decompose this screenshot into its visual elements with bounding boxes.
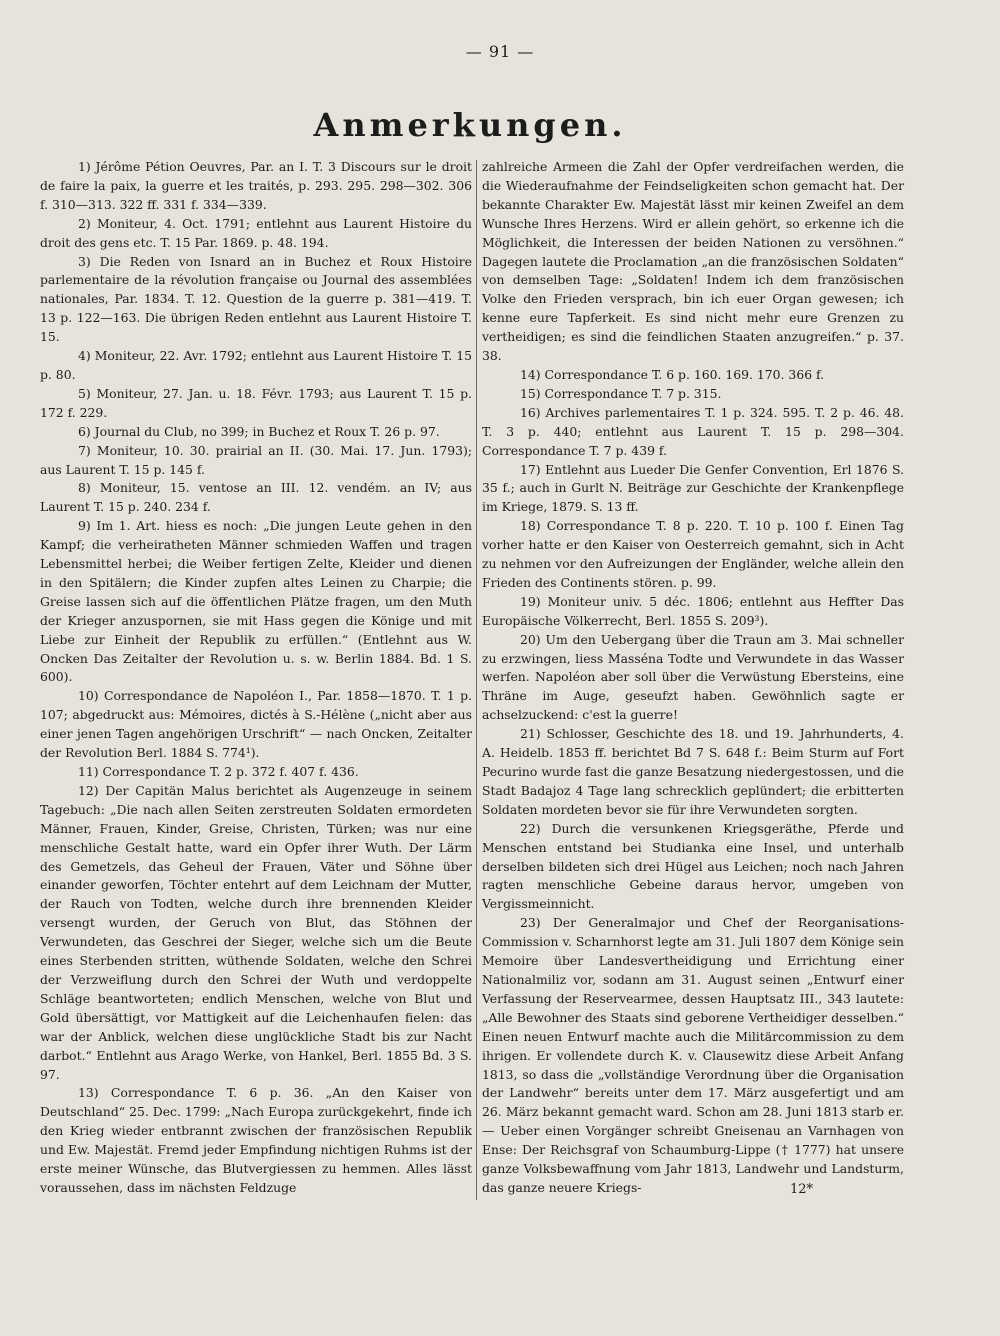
note-4: 4) Moniteur, 22. Avr. 1792; entlehnt aus Laurent Histoire T. 15 p. 80. [40,348,472,382]
page-heading: Anmerkungen. [313,106,627,144]
note-20: 20) Um den Uebergang über die Traun am 3. Mai schneller zu erzwingen, liess Masséna Todte und Verwundete in das Wasser werfen. Napoléon aber soll über die Verwüstung Ebersteins, eine Thräne im Auge, geseufzt haben. Gewöhnlich sagte er achselzuckend: c'est la guerre! [482,631,904,723]
note-22: 22) Durch die versunkenen Kriegsgeräthe, Pferde und Menschen entstand bei Studianka eine Insel, und unterhalb derselben bildeten sich drei Hügel aus Leichen; noch nach Jahren ragten menschliche Gebeine daraus hervor, umgeben von Vergissmeinnicht. [482,820,904,912]
note-15: 15) Correspondance T. 7 p. 315. [520,385,722,401]
right-column [482,158,904,1198]
note-10: 10) Correspondance de Napoléon I., Par. 1858—1870. T. 1 p. 107; abgedruckt aus: Mémoires, dictés à S.-Hélène („nicht aber aus einer jenen Tagen angehörigen Urschrift“ — nach Oncken, Zeitalter der Revolution Berl. 1884 S. 774¹). [40,688,472,761]
note-3: 3) Die Reden von Isnard an in Buchez et Roux Histoire parlementaire de la révolution française ou Journal des assemblées nationales, Par. 1834. T. 12. Question de la guerre p. 381—419. T. 13 p. 122—163. Die übrigen Reden entlehnt aus Laurent Histoire T. 15. [40,253,472,345]
note-16: 16) Archives parlementaires T. 1 p. 324. 595. T. 2 p. 46. 48. T. 3 p. 440; entlehnt aus Laurent T. 15 p. 298—304. Correspondance T. 7 p. 439 f. [482,404,904,458]
note-9: 9) Im 1. Art. hiess es noch: „Die jungen Leute gehen in den Kampf; die verheiratheten Männer schmieden Waffen und tragen Lebensmittel herbei; die Weiber fertigen Zelte, Kleider und dienen in den Spitälern; die Kinder zupfen altes Leinen zu Charpie; die Greise lassen sich auf die öffentlichen Plätze fragen, um den Muth der Krieger anzuspornen, sie mit Hass gegen die Könige und mit Liebe zur Einheit der Republik zu erfüllen.“ (Entlehnt aus W. Oncken Das Zeitalter der Revolution u. s. w. Berlin 1884. Bd. 1 S. 600). [40,518,472,685]
note-1: 1) Jérôme Pétion Oeuvres, Par. an I. T. 3 Discours sur le droit de faire la paix, la guerre et les traités, p. 293. 295. 298—302. 306 f. 310—313. 322 ff. 331 f. 334—339. [40,159,472,212]
note-23: 23) Der Generalmajor und Chef der Reorganisations-Commission v. Scharnhorst legte am 31. Juli 1807 dem Könige sein Memoire über Landesvertheidigung und Errichtung einer Nationalmiliz vor, sodann am 31. August seinen „Entwurf einer Verfassung der Reservearmee, dessen Hauptsatz III., 343 lautete: „Alle Bewohner des Staats sind geborene Vertheidiger desselben.“ Einen neuen Entwurf machte auch die Militärcommission zu dem ihrigen. Er vollendete durch K. v. Clausewitz diese Arbeit Anfang 1813, so dass die „vollständige Verordnung über die Organisation der Landwehr“ bereits unter dem 17. März ausgefertigt und am 26. März bekannt gemacht ward. Schon am 28. Juni 1813 starb er. — Ueber einen Vorgänger schreibt Gneisenau an Varnhagen von Ense: Der Reichsgraf von Schaumburg-Lippe († 1777) hat unsere ganze Volksbewaffnung vom Jahr 1813, Landwehr und Landsturm, das ganze neuere Kriegs- [482,915,904,1195]
note-5: 5) Moniteur, 27. Jan. u. 18. Févr. 1793; aus Laurent T. 15 p. 172 f. 229. [40,385,472,420]
note-13-continued: zahlreiche Armeen die Zahl der Opfer verdreifachen werden, die die Wiederaufnahme der Feindseligkeiten schon gemacht hat. Der bekannte Charakter Ew. Majestät lässt mir keinen Zweifel an dem Wunsche Ihres Herzens. Wird er allein gehört, so erkenne ich die Möglichkeit, die Interessen der beiden Nationen zu versöhnen.“ Dagegen lautete die Proclamation „an die französischen Soldaten“ von demselben Tage: „Soldaten! Indem ich dem französischen Volke den Frieden versprach, bin ich euer Organ gewesen; ich kenne eure Tapferkeit. Es sind nicht mehr eure Grenzen zu vertheidigen; es sind die feindlichen Staaten anzugreifen.“ p. 37. 38. [482,159,904,364]
note-17: 17) Entlehnt aus Lueder Die Genfer Convention, Erl 1876 S. 35 f.; auch in Gurlt N. Beiträge zur Geschichte der Krankenpflege im Kriege, 1879. S. 13 ff. [482,461,904,515]
note-14: 14) Correspondance T. 6 p. 160. 169. 170. 366 f. [520,366,825,382]
note-21: 21) Schlosser, Geschichte des 18. und 19. Jahrhunderts, 4. A. Heidelb. 1853 ff. berichtet Bd 7 S. 648 f.: Beim Sturm auf Fort Pecurino wurde fast die ganze Besatzung niedergestossen, und die Stadt Badajoz 4 Tage lang schrecklich geplündert; die erbitterten Soldaten mordeten bevor sie für ihre Verwundeten sorgten. [482,726,904,817]
note-18: 18) Correspondance T. 8 p. 220. T. 10 p. 100 f. Einen Tag vorher hatte er den Kaiser von Oesterreich gemahnt, sich in Acht zu nehmen vor den Aufreizungen der Engländer, welche allein den Frieden des Continents stören. p. 99. [482,518,904,590]
note-11: 11) Correspondance T. 2 p. 372 f. 407 f. 436. [78,764,359,779]
note-6: 6) Journal du Club, no 399; in Buchez et Roux T. 26 p. 97. [78,423,440,439]
note-19: 19) Moniteur univ. 5 déc. 1806; entlehnt aus Heffter Das Europäische Völkerrecht, Berl. 1855 S. 209³). [482,593,904,628]
note-7: 7) Moniteur, 10. 30. prairial an II. (30. Mai. 17. Jun. 1793); aus Laurent T. 15 p. 145 f. [40,442,472,477]
left-column [40,158,472,1198]
note-13: 13) Correspondance T. 6 p. 36. „An den Kaiser von Deutschland“ 25. Dec. 1799: „Nach Europa zurückgekehrt, finde ich den Krieg wieder entbrannt zwischen der französischen Republik und Ew. Majestät. Fremd jeder Empfindung nichtigen Ruhms ist der erste meiner Wünsche, das Blutvergiessen zu hemmen. Alles lässt voraussehen, dass im nächsten Feldzuge [40,1085,472,1195]
note-12: 12) Der Capitän Malus berichtet als Augenzeuge in seinem Tagebuch: „Die nach allen Seiten zerstreuten Soldaten ermordeten Männer, Frauen, Kinder, Greise, Christen, Türken; was nur eine menschliche Gestalt hatte, ward ein Opfer ihrer Wuth. Der Lärm des Gemetzels, das Geheul der Frauen, Väter und Söhne über einander geworfen, Töchter entehrt auf dem Leichnam der Mutter, der Rauch von Todten, welche durch ihre brennenden Kleider versengt wurden, der Geruch von Blut, das Stöhnen der Verwundeten, das Geschrei der Sieger, welche sich um die Beute eines Sterbenden stritten, wüthende Soldaten, welche den Schrei der Verzweiflung durch den Schrei der Wuth und verdoppelte Schläge beantworteten; endlich Menschen, welche von Blut und Gold übersättigt, vor Mattigkeit auf die Leichenhaufen fielen: das war der Anblick, welchen diese unglückliche Stadt bis zur Nacht darbot.“ Entlehnt aus Arago Werke, von Hankel, Berl. 1855 Bd. 3 S. 97. [40,782,472,1082]
note-2: 2) Moniteur, 4. Oct. 1791; entlehnt aus Laurent Histoire du droit des gens etc. T. 15 Par. 1869. p. 48. 194. [40,215,472,250]
note-8: 8) Moniteur, 15. ventose an III. 12. vendém. an IV; aus Laurent T. 15 p. 240. 234 f. [40,480,472,515]
page-number: — 91 — [465,42,535,61]
sheet-signature: 12* [790,1182,814,1197]
column-divider [476,160,477,1200]
